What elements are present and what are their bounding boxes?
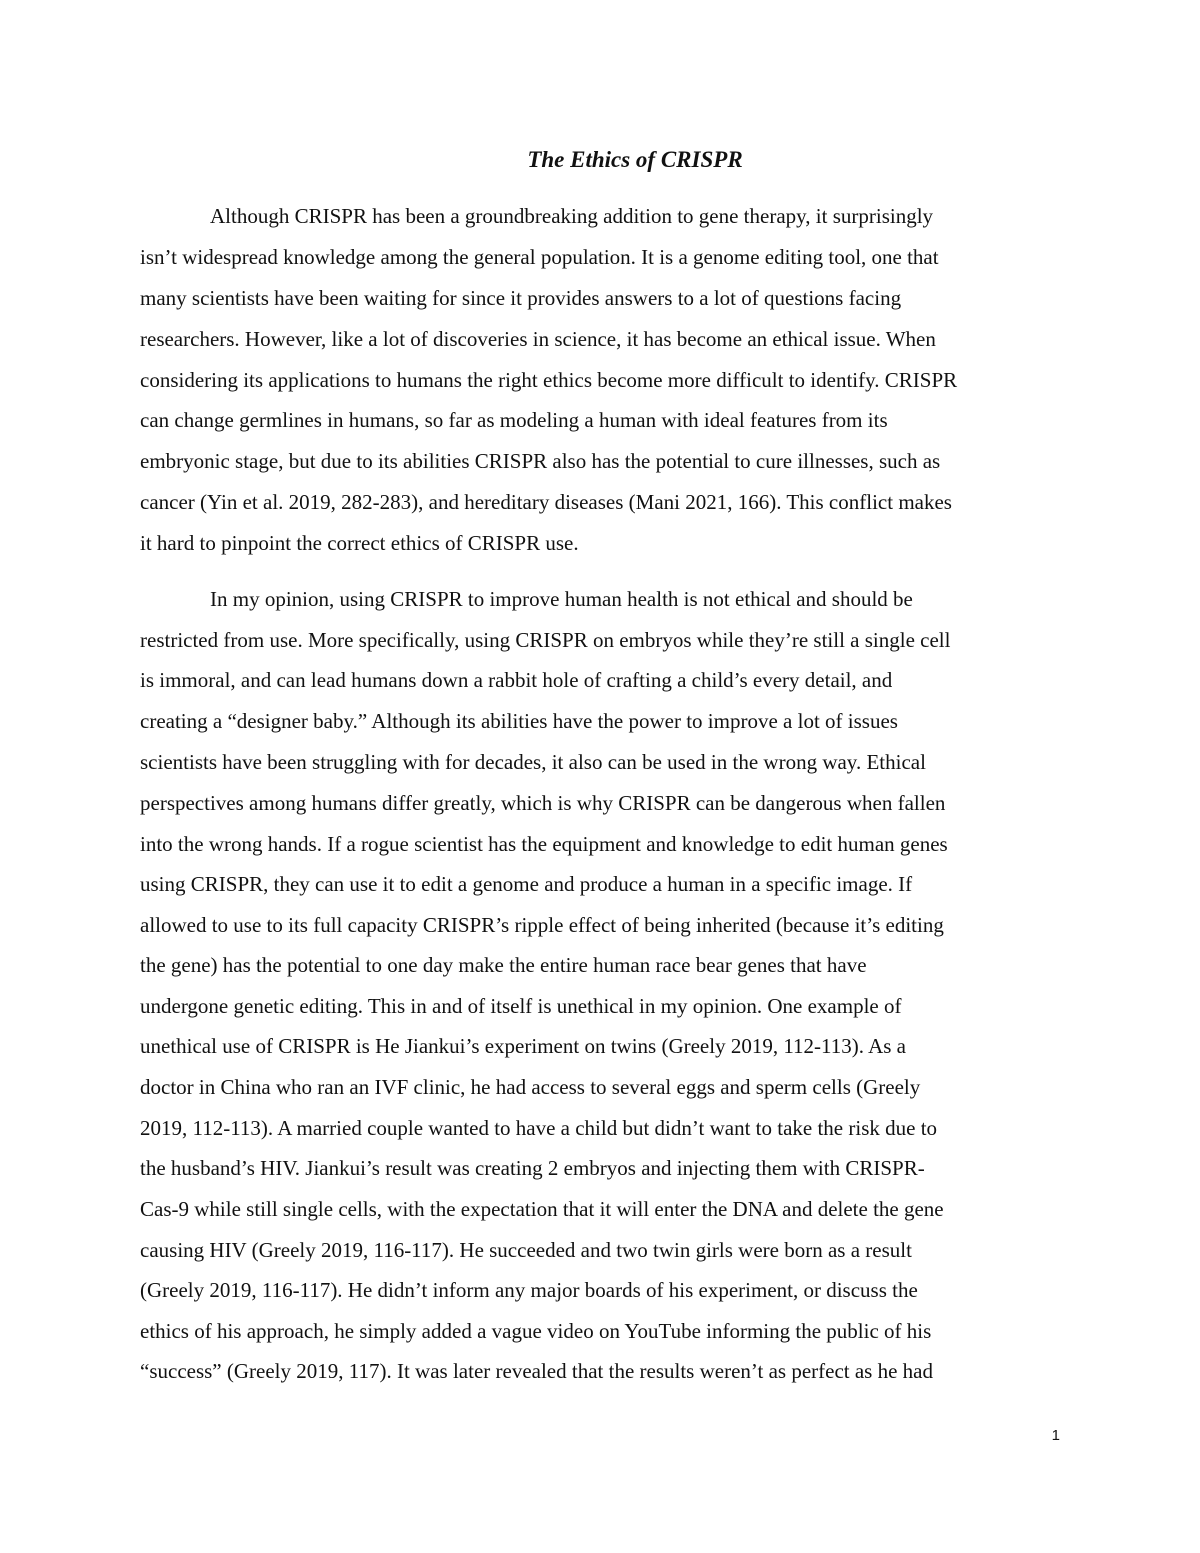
text-line: cancer (Yin et al. 2019, 282-283), and hereditary diseases (Mani 2021, 166). This conflict makes: [140, 490, 952, 514]
text-line: embryonic stage, but due to its abilities CRISPR also has the potential to cure illnesses, such as: [140, 449, 941, 473]
text-line: scientists have been struggling with for decades, it also can be used in the wrong way. Ethical: [140, 750, 926, 774]
text-line: many scientists have been waiting for since it provides answers to a lot of questions facing: [140, 286, 902, 310]
document-title: The Ethics of CRISPR: [527, 147, 743, 172]
text-line: Cas-9 while still single cells, with the expectation that it will enter the DNA and delete the gene: [140, 1197, 944, 1221]
page-number: 1: [1051, 1427, 1060, 1444]
text-line: isn’t widespread knowledge among the general population. It is a genome editing tool, one that: [140, 245, 939, 269]
text-line: doctor in China who ran an IVF clinic, he had access to several eggs and sperm cells (Greely: [140, 1075, 921, 1099]
text-line: “success” (Greely 2019, 117). It was later revealed that the results weren’t as perfect as he had: [140, 1359, 933, 1383]
text-line: Although CRISPR has been a groundbreaking addition to gene therapy, it surprisingly: [210, 204, 934, 228]
text-line: can change germlines in humans, so far as modeling a human with ideal features from its: [140, 408, 888, 432]
text-line: creating a “designer baby.” Although its abilities have the power to improve a lot of issues: [140, 709, 898, 733]
text-line: allowed to use to its full capacity CRISPR’s ripple effect of being inherited (because it’s editing: [140, 913, 944, 937]
text-line: the husband’s HIV. Jiankui’s result was creating 2 embryos and injecting them with CRISPR-: [140, 1156, 925, 1180]
text-line: into the wrong hands. If a rogue scientist has the equipment and knowledge to edit human genes: [140, 832, 948, 856]
text-line: (Greely 2019, 116-117). He didn’t inform any major boards of his experiment, or discuss the: [140, 1278, 918, 1302]
text-line: causing HIV (Greely 2019, 116-117). He succeeded and two twin girls were born as a result: [140, 1238, 912, 1262]
text-line: In my opinion, using CRISPR to improve human health is not ethical and should be: [210, 587, 913, 611]
text-line: researchers. However, like a lot of discoveries in science, it has become an ethical issue. When: [140, 327, 936, 351]
text-line: unethical use of CRISPR is He Jiankui’s experiment on twins (Greely 2019, 112-113). As a: [140, 1034, 907, 1058]
text-line: the gene) has the potential to one day make the entire human race bear genes that have: [140, 953, 867, 977]
text-line: 2019, 112-113). A married couple wanted to have a child but didn’t want to take the risk due to: [140, 1116, 938, 1140]
text-line: perspectives among humans differ greatly, which is why CRISPR can be dangerous when fallen: [140, 791, 946, 815]
text-line: considering its applications to humans the right ethics become more difficult to identify. CRISPR: [140, 368, 958, 392]
text-line: is immoral, and can lead humans down a rabbit hole of crafting a child’s every detail, and: [140, 668, 893, 692]
text-line: ethics of his approach, he simply added a vague video on YouTube informing the public of his: [140, 1319, 932, 1343]
text-line: restricted from use. More specifically, using CRISPR on embryos while they’re still a single cell: [140, 628, 951, 652]
text-line: it hard to pinpoint the correct ethics of CRISPR use.: [140, 531, 579, 555]
text-line: using CRISPR, they can use it to edit a genome and produce a human in a specific image. If: [140, 872, 913, 896]
text-line: undergone genetic editing. This in and of itself is unethical in my opinion. One example of: [140, 994, 902, 1018]
